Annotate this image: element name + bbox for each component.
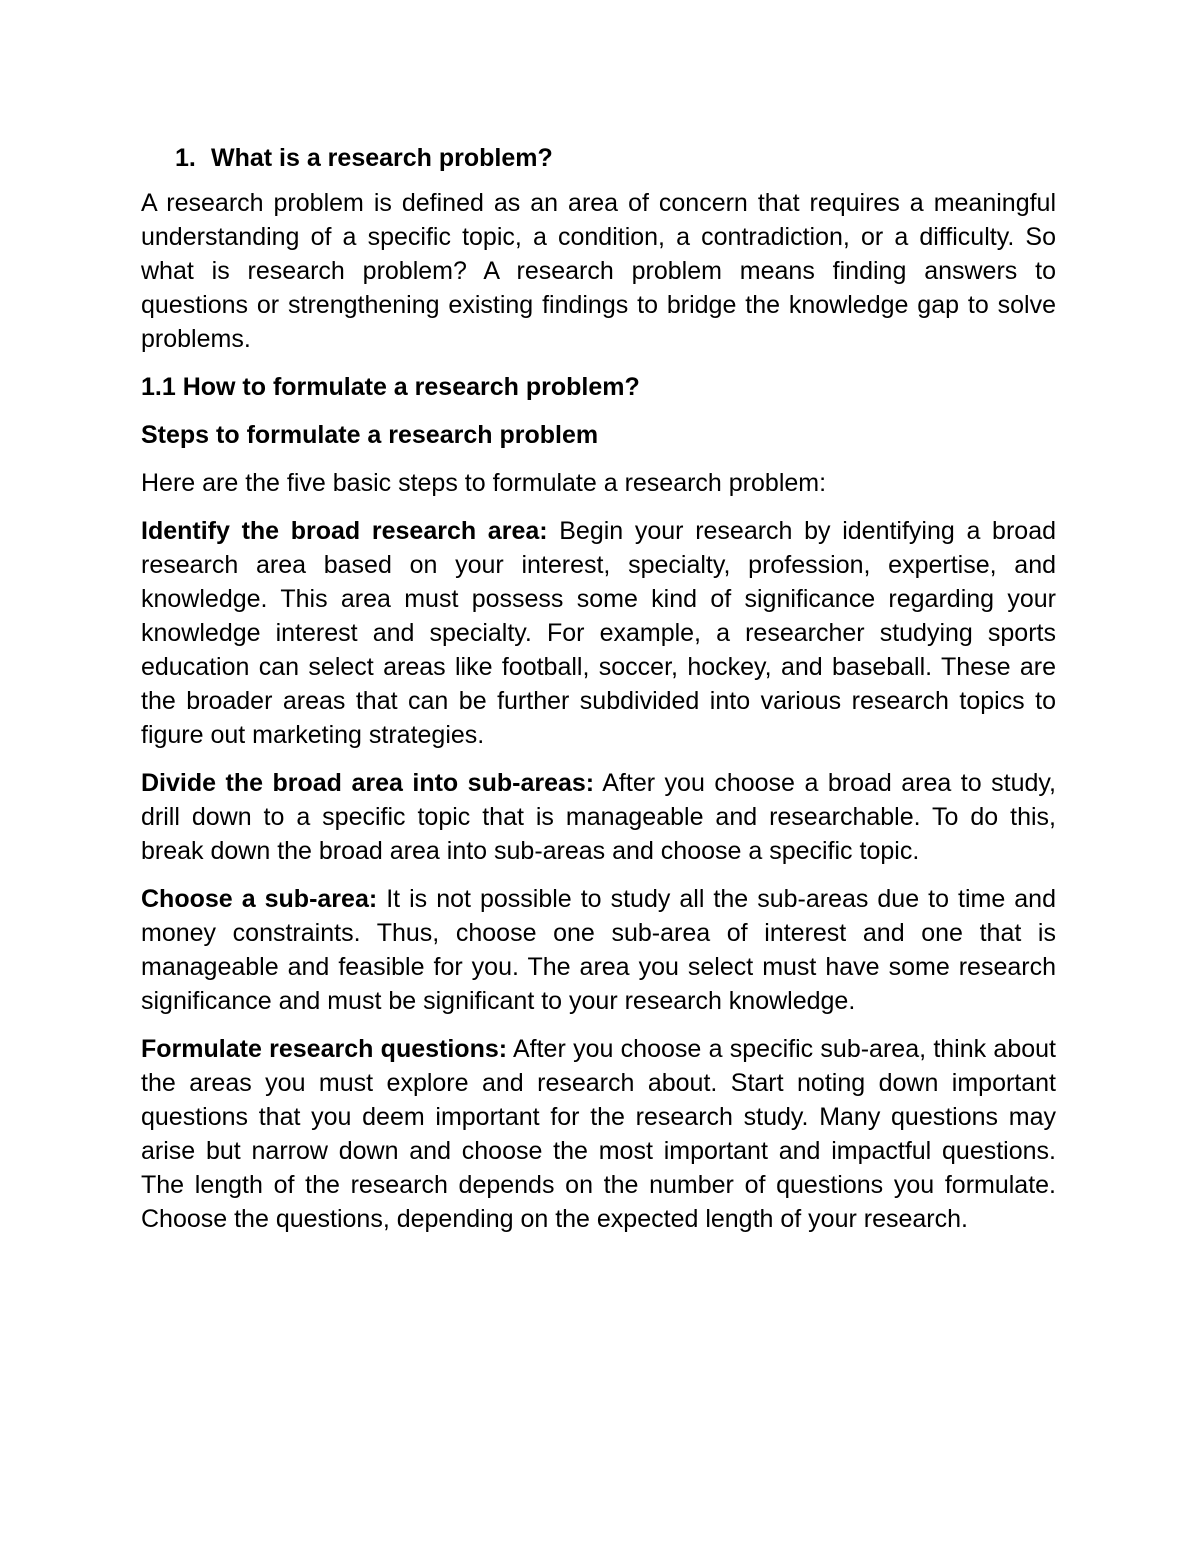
step-paragraph [141, 766, 1056, 868]
step-paragraph [141, 514, 1056, 752]
section-1-paragraph: A research problem is defined as an area of concern that requires a meaningful understanding of a specific topic, a condition, a contradiction, or a difficulty. So what is research problem? A research problem means finding answers to questions or strengthening existing findings to bridge the knowledge gap to solve problems. [141, 189, 1056, 353]
steps-intro: Here are the five basic steps to formulate a research problem: [141, 469, 827, 497]
section-heading-1-1: 1.1 How to formulate a research problem? [141, 373, 640, 401]
steps-subheading: Steps to formulate a research problem [141, 421, 599, 449]
section-title: What is a research problem? [211, 144, 553, 172]
step-text: Begin your research by identifying a broad research area based on your interest, specialty, profession, expertise, and knowledge. This area must possess some kind of significance regarding your knowledge interest and specialty. For example, a researcher studying sports education can select areas like football, soccer, hockey, and baseball. These are the broader areas that can be further subdivided into various research topics to figure out marketing strategies. [141, 517, 1056, 749]
step-term: Identify the broad research area: [141, 517, 548, 545]
step-paragraph [141, 882, 1056, 1018]
section-number: 1. [175, 144, 196, 172]
step-term: Divide the broad area into sub-areas: [141, 769, 595, 797]
step-term: Formulate research questions: [141, 1035, 508, 1063]
document-body [141, 138, 1056, 1250]
step-text: It is not possible to study all the sub-areas due to time and money constraints. Thus, choose one sub-area of interest and one that is manageable and feasible for you. The area you select must have some research significance and must be significant to your research knowledge. [141, 885, 1056, 1015]
step-paragraph [141, 1032, 1056, 1236]
step-text: After you choose a broad area to study, drill down to a specific topic that is manageable and researchable. To do this, break down the broad area into sub-areas and choose a specific topic. [141, 769, 1056, 865]
step-term: Choose a sub-area: [141, 885, 378, 913]
step-text: After you choose a specific sub-area, think about the areas you must explore and research about. Start noting down important questions that you deem important for the research study. Many questions may arise but narrow down and choose the most important and impactful questions. The length of the research depends on the number of questions you formulate. Choose the questions, depending on the expected length of your research. [141, 1035, 1056, 1233]
section-heading-1 [141, 138, 1056, 178]
